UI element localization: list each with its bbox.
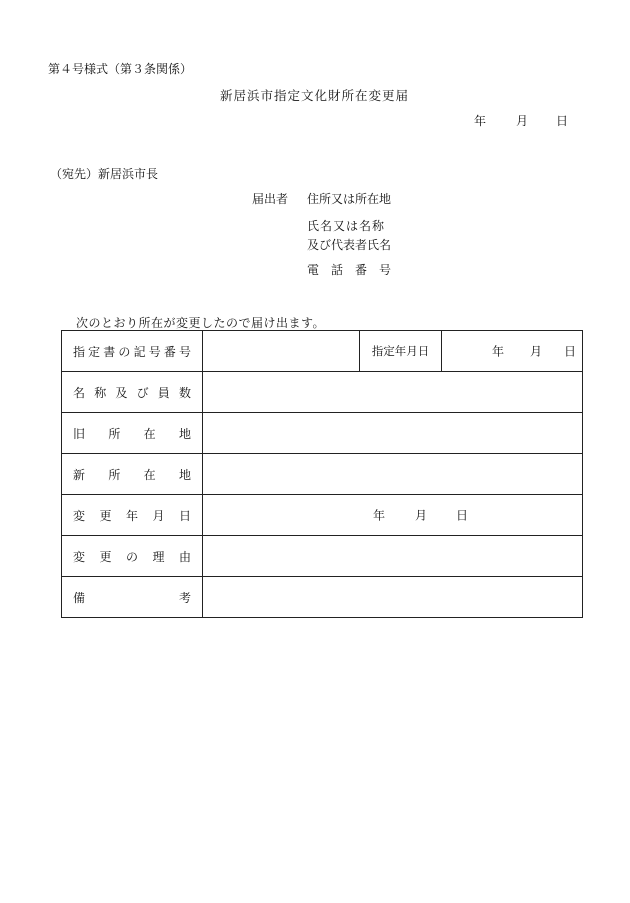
form-title: 新居浜市指定文化財所在変更届 (220, 88, 410, 103)
cert-number-label: 指定書の記号番号 (62, 331, 203, 372)
header-date-month: 月 (516, 114, 529, 128)
designation-date-day: 日 (564, 344, 577, 359)
designation-date-label: 指定年月日 (360, 331, 442, 372)
table-row (62, 454, 583, 495)
change-form-table (61, 330, 583, 618)
name-count-field[interactable] (203, 372, 583, 413)
addressee: （宛先）新居浜市長 (50, 167, 159, 181)
change-date-month: 月 (415, 508, 428, 523)
applicant-phone-label: 電 話 番 号 (307, 263, 392, 277)
new-location-label: 新所在地 (62, 454, 203, 495)
old-location-field[interactable] (203, 413, 583, 454)
table-row (62, 372, 583, 413)
designation-date-field[interactable] (442, 331, 583, 372)
form-number: 第４号様式（第３条関係） (48, 62, 193, 76)
applicant-name-label-1: 氏名又は名称 (307, 219, 386, 233)
intro-text: 次のとおり所在が変更したので届け出ます。 (76, 316, 326, 330)
cert-number-field[interactable] (203, 331, 360, 372)
applicant-label: 届出者 (252, 192, 289, 206)
change-reason-label: 変更の理由 (62, 536, 203, 577)
change-reason-field[interactable] (203, 536, 583, 577)
new-location-field[interactable] (203, 454, 583, 495)
applicant-name-label-2: 及び代表者氏名 (307, 238, 392, 252)
table-row (62, 331, 583, 372)
change-date-year: 年 (373, 508, 386, 523)
old-location-label: 旧所在地 (62, 413, 203, 454)
remarks-field[interactable] (203, 577, 583, 618)
table-row (62, 577, 583, 618)
designation-date-year: 年 (492, 344, 505, 359)
designation-date-month: 月 (530, 344, 543, 359)
table-row (62, 495, 583, 536)
change-date-field[interactable] (203, 495, 583, 536)
name-count-label: 名称及び員数 (62, 372, 203, 413)
header-date-year: 年 (474, 114, 487, 128)
remarks-label: 備考 (62, 577, 203, 618)
table-row (62, 413, 583, 454)
table-row (62, 536, 583, 577)
header-date-day: 日 (556, 114, 569, 128)
change-date-label: 変更年月日 (62, 495, 203, 536)
applicant-address-label: 住所又は所在地 (307, 192, 392, 206)
change-date-day: 日 (456, 508, 469, 523)
